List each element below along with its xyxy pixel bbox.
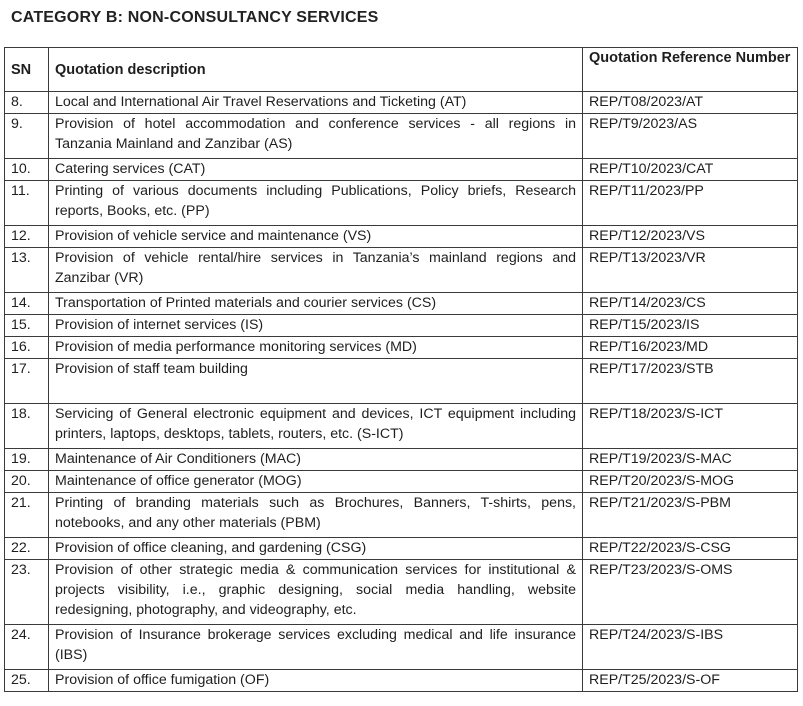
row-reference: REP/T16/2023/MD (583, 337, 798, 359)
table-row (5, 92, 798, 114)
row-description: Provision of office fumigation (OF) (49, 670, 583, 692)
row-sn: 8. (5, 92, 49, 114)
row-description: Provision of hotel accommodation and conference services - all regions in Tanzania Mainland and Zanzibar (AS) (49, 114, 583, 159)
row-reference: REP/T13/2023/VR (583, 248, 798, 293)
row-sn: 15. (5, 315, 49, 337)
row-description: Provision of vehicle service and maintenance (VS) (49, 226, 583, 248)
row-description: Provision of internet services (IS) (49, 315, 583, 337)
row-sn: 22. (5, 538, 49, 560)
row-reference: REP/T08/2023/AT (583, 92, 798, 114)
row-description: Printing of various documents including Publications, Policy briefs, Research reports, Books, etc. (PP) (49, 181, 583, 226)
row-description: Provision of vehicle rental/hire services in Tanzania’s mainland regions and Zanzibar (VR) (49, 248, 583, 293)
table-header-row (5, 48, 798, 92)
row-description: Provision of office cleaning, and gardening (CSG) (49, 538, 583, 560)
row-reference: REP/T10/2023/CAT (583, 159, 798, 181)
row-sn: 9. (5, 114, 49, 159)
row-reference: REP/T18/2023/S-ICT (583, 404, 798, 449)
row-reference: REP/T22/2023/S-CSG (583, 538, 798, 560)
row-reference: REP/T25/2023/S-OF (583, 670, 798, 692)
row-reference: REP/T9/2023/AS (583, 114, 798, 159)
row-description: Maintenance of Air Conditioners (MAC) (49, 449, 583, 471)
row-reference: REP/T12/2023/VS (583, 226, 798, 248)
table-row (5, 670, 798, 692)
row-description: Servicing of General electronic equipment and devices, ICT equipment including printers, laptops, desktops, tablets, routers, etc. (S-ICT) (49, 404, 583, 449)
table-row (5, 359, 798, 404)
row-sn: 12. (5, 226, 49, 248)
table-row (5, 159, 798, 181)
row-sn: 17. (5, 359, 49, 404)
table-row (5, 293, 798, 315)
row-sn: 25. (5, 670, 49, 692)
row-reference: REP/T14/2023/CS (583, 293, 798, 315)
row-description: Provision of media performance monitoring services (MD) (49, 337, 583, 359)
table-row (5, 404, 798, 449)
row-reference: REP/T20/2023/S-MOG (583, 471, 798, 493)
column-header-reference: Quotation Reference Number (583, 48, 798, 92)
table-row (5, 248, 798, 293)
table-row (5, 493, 798, 538)
table-row (5, 181, 798, 226)
row-description: Provision of Insurance brokerage services excluding medical and life insurance (IBS) (49, 625, 583, 670)
section-heading: CATEGORY B: NON-CONSULTANCY SERVICES (11, 9, 379, 26)
row-description: Catering services (CAT) (49, 159, 583, 181)
row-sn: 14. (5, 293, 49, 315)
table-row (5, 337, 798, 359)
row-description: Transportation of Printed materials and courier services (CS) (49, 293, 583, 315)
row-sn: 13. (5, 248, 49, 293)
row-reference: REP/T23/2023/S-OMS (583, 560, 798, 625)
row-sn: 23. (5, 560, 49, 625)
row-description: Provision of other strategic media & communication services for institutional & projects visibility, i.e., graphic designing, social media handling, website redesigning, photography, and videography, etc. (49, 560, 583, 625)
table-row (5, 315, 798, 337)
row-reference: REP/T15/2023/IS (583, 315, 798, 337)
row-reference: REP/T24/2023/S-IBS (583, 625, 798, 670)
row-sn: 19. (5, 449, 49, 471)
table-row (5, 560, 798, 625)
table-row (5, 114, 798, 159)
row-sn: 10. (5, 159, 49, 181)
row-sn: 20. (5, 471, 49, 493)
table-row (5, 625, 798, 670)
quotation-table (4, 47, 798, 692)
column-header-description: Quotation description (49, 48, 583, 92)
row-sn: 24. (5, 625, 49, 670)
table-row (5, 226, 798, 248)
row-sn: 21. (5, 493, 49, 538)
row-reference: REP/T17/2023/STB (583, 359, 798, 404)
row-description: Maintenance of office generator (MOG) (49, 471, 583, 493)
column-header-sn: SN (5, 48, 49, 92)
row-sn: 18. (5, 404, 49, 449)
row-sn: 11. (5, 181, 49, 226)
row-description: Printing of branding materials such as Brochures, Banners, T-shirts, pens, notebooks, and any other materials (PBM) (49, 493, 583, 538)
table-row (5, 538, 798, 560)
row-sn: 16. (5, 337, 49, 359)
row-reference: REP/T19/2023/S-MAC (583, 449, 798, 471)
row-reference: REP/T11/2023/PP (583, 181, 798, 226)
row-reference: REP/T21/2023/S-PBM (583, 493, 798, 538)
row-description: Local and International Air Travel Reservations and Ticketing (AT) (49, 92, 583, 114)
table-row (5, 471, 798, 493)
row-description: Provision of staff team building (49, 359, 583, 404)
table-row (5, 449, 798, 471)
